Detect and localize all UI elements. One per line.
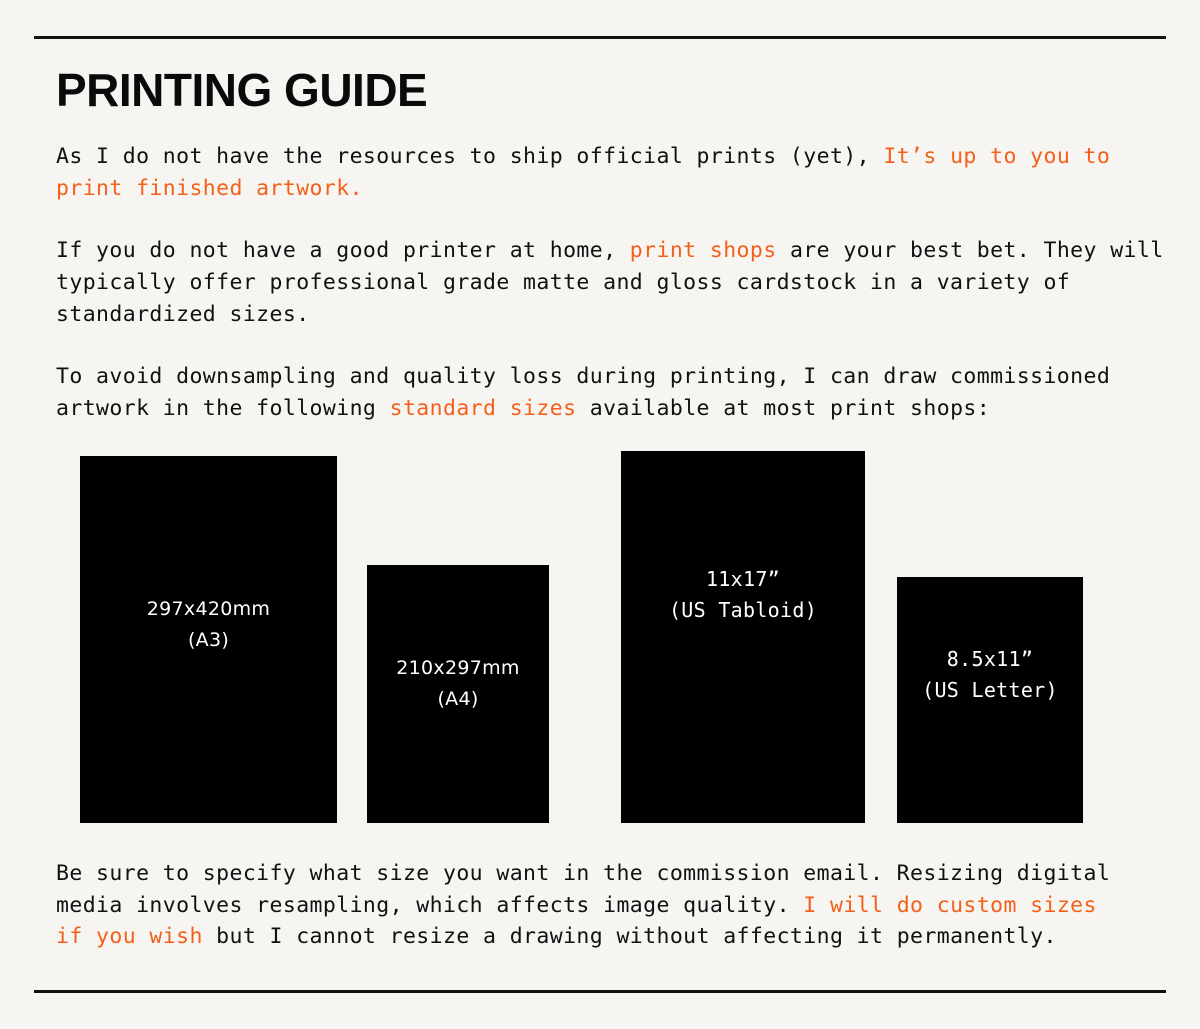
- sizes-text-accent: standard sizes: [389, 396, 577, 421]
- paper-size-a3: [80, 456, 337, 823]
- paper-size-a3-name: (A3): [187, 628, 230, 651]
- paper-size-tabloid-label: [669, 564, 817, 626]
- printshops-text-b: are your best bet. They will typically offer professional grade matte and gloss cardstock in a variety of standardized sizes.: [56, 238, 1164, 327]
- paper-size-tabloid-dimensions: 11x17”: [705, 567, 781, 591]
- paper-size-a4-name: (A4): [437, 688, 479, 710]
- footer-text-b: but I cannot resize a drawing without affecting it permanently.: [202, 924, 1057, 949]
- paper-size-letter-label: [922, 644, 1058, 706]
- printshops-text-a: If you do not have a good printer at home,: [56, 238, 630, 263]
- sizes-text-b: available at most print shops:: [576, 396, 991, 421]
- printing-guide-page: [0, 36, 1200, 1029]
- printshops-text-accent: print shops: [629, 238, 777, 263]
- sizes-paragraph: [56, 361, 1166, 425]
- paper-size-a3-dimensions: 297x420mm: [146, 597, 271, 620]
- paper-size-tabloid-name: (US Tabloid): [668, 598, 818, 622]
- top-divider: [34, 36, 1166, 39]
- footer-text-a: Be sure to specify what size you want in the commission email. Resizing digital media involves resampling, which affects image quality.: [56, 861, 1111, 918]
- sizes-text-a: To avoid downsampling and quality loss during printing, I can draw commissioned artwork in the following: [56, 364, 1111, 421]
- printshops-paragraph: [56, 235, 1166, 331]
- page-title: PRINTING GUIDE: [56, 64, 428, 116]
- footer-text-accent: I will do custom sizes if you wish: [56, 892, 1097, 949]
- paper-size-letter-dimensions: 8.5x11”: [946, 647, 1034, 671]
- paper-size-letter: [897, 577, 1083, 823]
- paper-size-a4: [367, 565, 549, 823]
- paper-size-chart: [56, 449, 1116, 823]
- intro-text-plain: As I do not have the resources to ship official prints (yet),: [56, 144, 884, 169]
- paper-size-a4-dimensions: 210x297mm: [396, 657, 520, 679]
- intro-text-accent: It’s up to you to print finished artwork.: [56, 144, 1111, 201]
- intro-paragraph: [56, 141, 1166, 205]
- paper-size-a3-label: [147, 594, 271, 656]
- footer-paragraph: [56, 858, 1126, 953]
- paper-size-tabloid: [621, 451, 865, 823]
- paper-size-letter-name: (US Letter): [922, 678, 1058, 702]
- paper-size-a4-label: [396, 653, 520, 715]
